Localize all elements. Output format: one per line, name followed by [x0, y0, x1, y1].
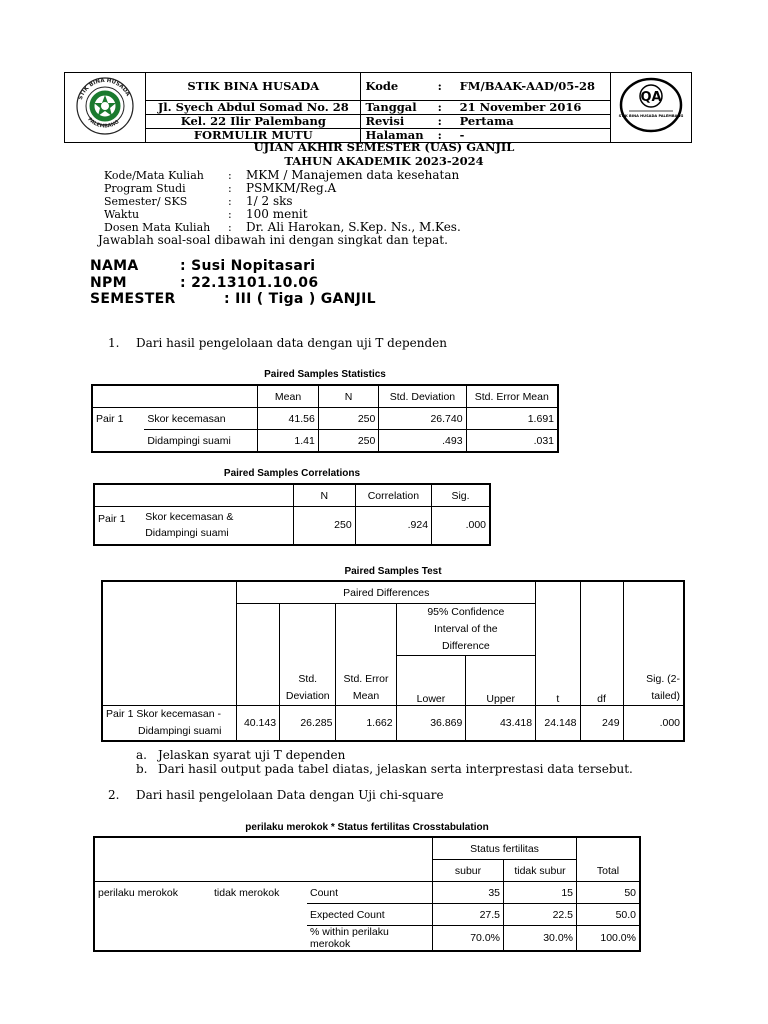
- meta-label: Kode/Mata Kuliah: [104, 169, 204, 182]
- question-text: Dari hasil pengelolaan Data dengan Uji chi-square: [136, 788, 444, 802]
- crosstab-var: perilaku merokok: [94, 882, 211, 904]
- pst-title: Paired Samples Test: [344, 566, 442, 577]
- semester-value: : III ( Tiga ) GANJIL: [224, 291, 376, 307]
- qa-logo-cell: [610, 73, 691, 143]
- student-npm: [90, 275, 318, 291]
- subquestion-a: a. Jelaskan syarat uji T dependen: [136, 748, 346, 762]
- psc-header: Sig.: [432, 484, 490, 507]
- instruction: Jawablah soal-soal dibawah ini dengan singkat dan tepat.: [98, 233, 448, 247]
- pss-header: Mean: [258, 385, 319, 408]
- question-2: [108, 788, 444, 802]
- meta-label: Program Studi: [104, 182, 186, 195]
- revision-value: Pertama: [456, 115, 611, 129]
- address-line-1: Jl. Syech Abdul Somad No. 28: [146, 101, 361, 115]
- code-label: Kode: [361, 73, 434, 101]
- qa-logo: [615, 75, 687, 137]
- student-name: [90, 258, 315, 274]
- pss-header: Std. Deviation: [379, 385, 466, 408]
- crosstab-total-header: Total: [577, 837, 641, 882]
- exam-title: UJIAN AKHIR SEMESTER (UAS) GANJIL: [253, 140, 515, 154]
- meta-value: 1/ 2 sks: [246, 194, 293, 208]
- npm-label: NPM: [90, 275, 127, 291]
- svg-text:STIK BINA HUSADA: STIK BINA HUSADA: [77, 77, 131, 101]
- pss-title: Paired Samples Statistics: [264, 369, 386, 380]
- crosstab-level: tidak merokok: [211, 882, 307, 904]
- institution-name: STIK BINA HUSADA: [146, 73, 361, 101]
- question-text: Dari hasil pengelolaan data dengan uji T dependen: [136, 336, 447, 350]
- psc-pair-names: Skor kecemasan & Didampingi suami: [142, 507, 293, 545]
- code-value: FM/BAAK-AAD/05-28: [456, 73, 611, 101]
- psc-header: Correlation: [355, 484, 431, 507]
- form-name: FORMULIR MUTU: [146, 129, 361, 143]
- npm-value: : 22.13101.10.06: [180, 275, 319, 291]
- psc-header: N: [294, 484, 356, 507]
- crosstab-status-header: Status fertilitas: [433, 837, 577, 860]
- date-label: Tanggal: [361, 101, 434, 115]
- meta-time: Waktu : 100 menit: [104, 207, 308, 221]
- svg-text:STIK BINA HUSADA PALEMBANG: STIK BINA HUSADA PALEMBANG: [618, 114, 684, 118]
- address-line-2: Kel. 22 Ilir Palembang: [146, 115, 361, 129]
- student-semester: [90, 291, 376, 307]
- meta-value: 100 menit: [246, 207, 308, 221]
- academic-year: TAHUN AKADEMIK 2023-2024: [284, 154, 484, 168]
- pst-table: Paired Differences 95% Confidence Interval of the Difference Lower Upper Std. Deviation Std. Error Mean t df Sig. (2- tailed) Pair 1 Skor kecemasan - Didampingi suami 40.143 26.285 1.662 36.869 43.418 24.148 249 .000: [101, 580, 685, 742]
- psc-pair: Pair 1: [94, 507, 142, 545]
- crosstab-col-subur: subur: [433, 860, 504, 882]
- pst-ci-header: 95% Confidence Interval of the Difference: [396, 604, 536, 656]
- crosstab-stat: % within perilaku merokok: [307, 926, 433, 952]
- institution-logo-cell: [65, 73, 146, 143]
- meta-label: Dosen Mata Kuliah: [104, 221, 211, 234]
- form-header: [64, 72, 692, 143]
- pst-header-std: Std. Deviation: [280, 670, 336, 706]
- meta-semester: Semester/ SKS : 1/ 2 sks: [104, 194, 293, 208]
- page-sep: :: [434, 129, 456, 143]
- page-value: -: [456, 129, 611, 143]
- pst-header-sig: Sig. (2- tailed): [623, 670, 684, 706]
- meta-value: Dr. Ali Harokan, S.Kep. Ns., M.Kes.: [246, 220, 461, 234]
- pss-table: Mean N Std. Deviation Std. Error Mean Pair 1 Skor kecemasan 41.56 250 26.740 1.691 Didampingi suami 1.41 250 .493 .031: [91, 384, 559, 453]
- page-label: Halaman: [361, 129, 434, 143]
- svg-text:QA: QA: [640, 90, 662, 105]
- meta-program: Program Studi : PSMKM/Reg.A: [104, 181, 337, 195]
- date-value: 21 November 2016: [456, 101, 611, 115]
- pss-header: Std. Error Mean: [466, 385, 558, 408]
- pss-row-name: Didampingi suami: [144, 430, 257, 453]
- code-sep: :: [434, 73, 456, 101]
- crosstab-stat: Count: [307, 882, 433, 904]
- name-label: NAMA: [90, 258, 139, 274]
- meta-value: MKM / Manajemen data kesehatan: [246, 168, 460, 182]
- pst-header-se: Std. Error Mean: [336, 670, 396, 706]
- psc-table: N Correlation Sig. Pair 1 Skor kecemasan & Didampingi suami 250 .924 .000: [93, 483, 491, 546]
- crosstab-title: perilaku merokok * Status fertilitas Crosstabulation: [245, 822, 489, 833]
- date-sep: :: [434, 101, 456, 115]
- crosstab-stat: Expected Count: [307, 904, 433, 926]
- semester-label: SEMESTER: [90, 291, 176, 307]
- meta-label: Semester/ SKS: [104, 195, 188, 208]
- meta-course: Kode/Mata Kuliah : MKM / Manajemen data kesehatan: [104, 168, 460, 182]
- revision-sep: :: [434, 115, 456, 129]
- institution-logo: [70, 75, 140, 137]
- question-number: 1.: [108, 336, 120, 350]
- pss-row-name: Skor kecemasan: [144, 408, 257, 430]
- pss-header: N: [318, 385, 379, 408]
- crosstab-table: Status fertilitas Total subur tidak subur perilaku merokok tidak merokok Count 35 15 50 Expected Count 27.5 22.5 50.0 % within perilaku merokok 70.0% 30.0% 100.0%: [93, 836, 641, 952]
- revision-label: Revisi: [361, 115, 434, 129]
- psc-title: Paired Samples Correlations: [223, 468, 361, 479]
- question-number: 2.: [108, 788, 120, 802]
- name-value: : Susi Nopitasari: [180, 258, 316, 274]
- crosstab-col-tidak: tidak subur: [504, 860, 577, 882]
- pss-pair: Pair 1: [92, 408, 144, 430]
- pst-row-label: Pair 1 Skor kecemasan - Didampingi suami: [102, 706, 237, 742]
- meta-value: PSMKM/Reg.A: [246, 181, 337, 195]
- meta-lecturer: Dosen Mata Kuliah : Dr. Ali Harokan, S.Kep. Ns., M.Kes.: [104, 220, 461, 234]
- question-1: [108, 336, 447, 350]
- meta-label: Waktu: [104, 208, 140, 221]
- subquestion-b: b. Dari hasil output pada tabel diatas, jelaskan serta interprestasi data tersebut.: [136, 762, 633, 776]
- svg-text:PALEMBANG: PALEMBANG: [86, 116, 121, 130]
- pst-paired-differences: Paired Differences: [237, 581, 536, 604]
